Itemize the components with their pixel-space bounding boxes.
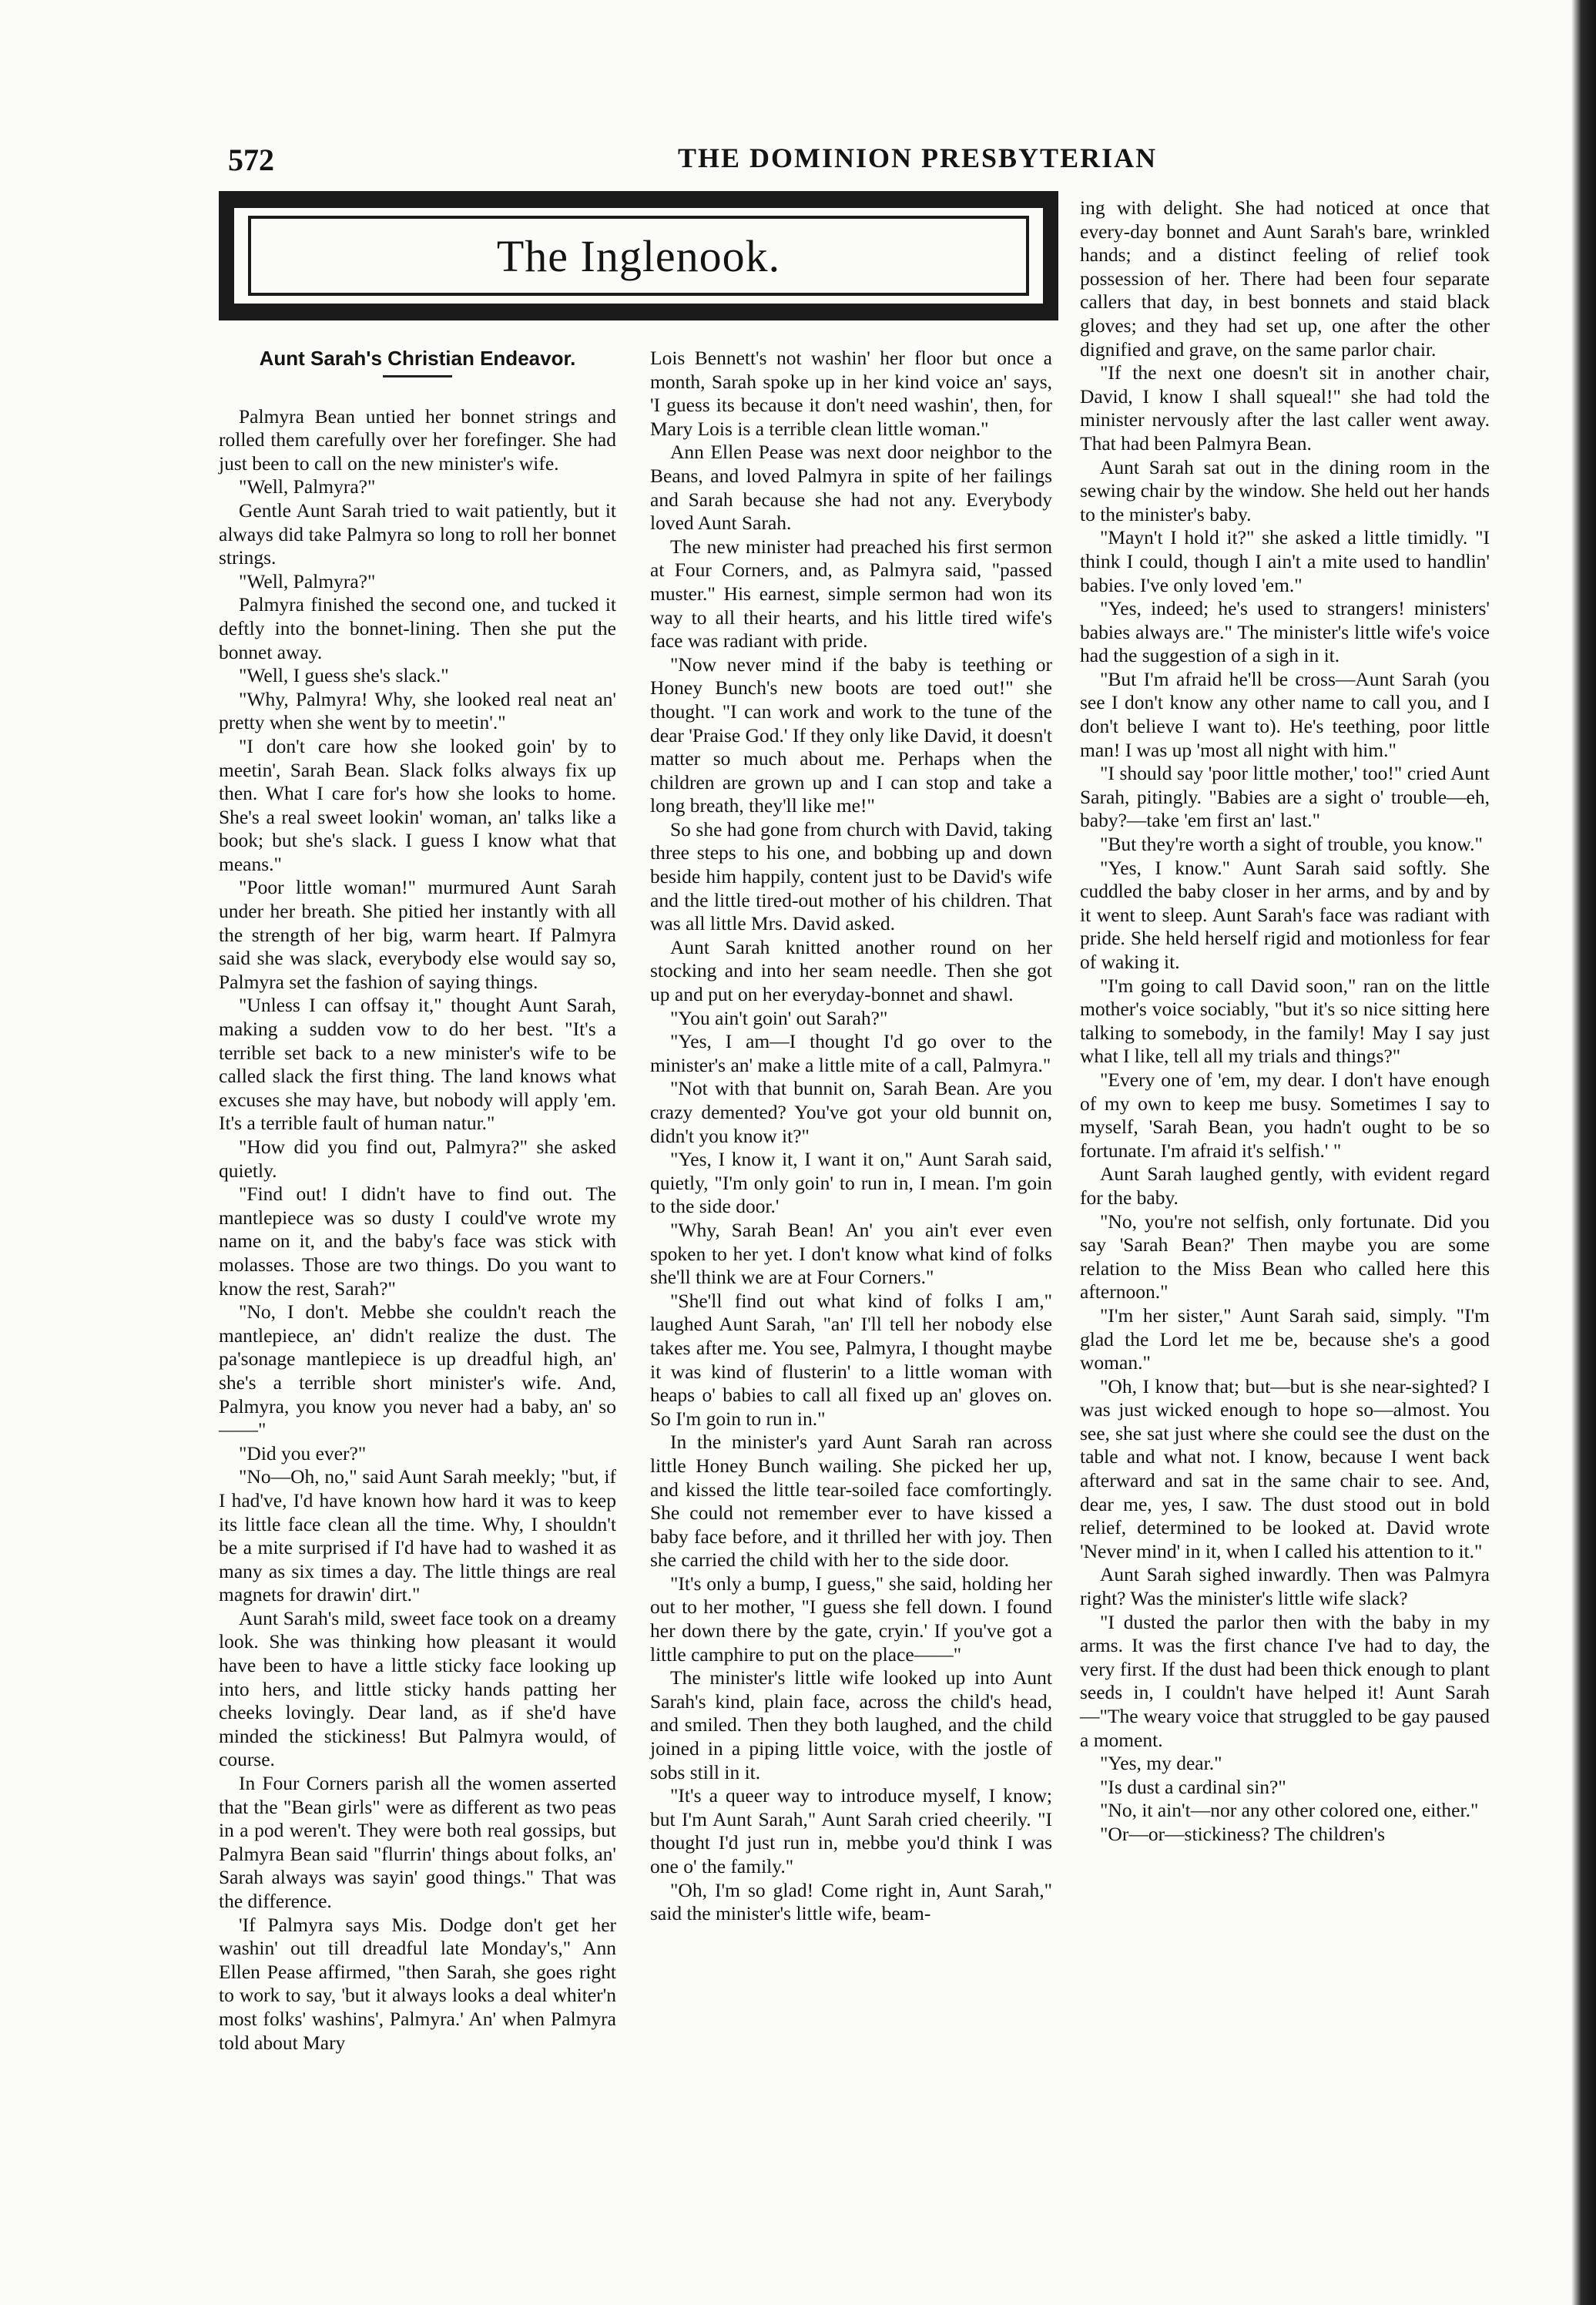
page-number: 572 [228, 143, 274, 177]
paragraph: "But they're worth a sight of trouble, you know." [1100, 833, 1483, 856]
paragraph: Aunt Sarah knitted another round on her stocking and into her seam needle. Then she got up and put on her everyday-bonnet and shawl. [650, 935, 1052, 1006]
paragraph: "Is dust a cardinal sin?" [1100, 1775, 1286, 1798]
paragraph: "Yes, I know." Aunt Sarah said softly. She cuddled the baby closer in her arms, and by and by it went to sleep. Aunt Sarah's face was radiant with pride. She held herself rigid and motionless for fear of waking it. [1080, 856, 1490, 973]
paragraph: "You ain't goin' out Sarah?" [670, 1006, 888, 1029]
paragraph: Palmyra Bean untied her bonnet strings and rolled them carefully over her forefinger. She had just been to call on the new minister's wife. [219, 404, 616, 475]
paragraph: "I dusted the parlor then with the baby in my arms. It was the first chance I've had to day, the very first. If the dust had been thick enough to plant seeds in, I couldn't have helped it! Aunt Sarah—"The weary voice that struggled to be gay paused a moment. [1080, 1610, 1490, 1751]
paragraph: Lois Bennett's not washin' her floor but once a month, Sarah spoke up in her kind voice an' says, 'I guess its because it don't need washin', then, for Mary Lois is a terrible clean little woman." [650, 347, 1052, 440]
paragraph: The new minister had preached his first sermon at Four Corners, and, as Palmyra said, "passed muster." His earnest, simple sermon had won its way to all their hearts, and his little tired wife's face was radiant with pride. [650, 535, 1052, 653]
column-2 [650, 347, 1052, 1926]
paragraph: "Oh, I know that; but—but is she near-sighted? I was just wicked enough to hope so—almost. You see, she sat just where she could see the dust on the table and what not. I know, because I went back afterward and sat in the same chair to see. And, dear me, yes, I saw. The dust stood out in bold relief, determined to be looked at. David wrote 'Never mind' in it, when I called his attention to it." [1080, 1374, 1490, 1562]
paragraph: "Yes, I know it, I want it on," Aunt Sarah said, quietly, "I'm only goin' to run in, I mean. I'm goin to the side door.' [650, 1148, 1052, 1218]
article-title: Aunt Sarah's Christian Endeavor. [259, 347, 576, 370]
paragraph: "Or—or—stickiness? The children's [1100, 1822, 1386, 1845]
paragraph: "No, I don't. Mebbe she couldn't reach the mantlepiece, an' didn't realize the dust. The pa'sonage mantlepiece is up dreadful high, an' she's a terrible short minister's wife. And, Palmyra, you know you never had a baby, an' so——" [219, 1300, 616, 1441]
running-head: THE DOMINION PRESBYTERIAN [678, 143, 1158, 173]
column-3-body [1080, 196, 1490, 1847]
paragraph: "It's only a bump, I guess," she said, holding her out to her mother, "I guess she fell down. I found her down there by the gate, cryin.' If you've got a little camphire to put on the place——" [650, 1572, 1052, 1666]
paragraph: "No, you're not selfish, only fortunate. Did you say 'Sarah Bean?' Then maybe you are some relation to the Miss Bean who called here this afternoon." [1080, 1210, 1490, 1303]
title-rule [383, 375, 452, 377]
paragraph: "But I'm afraid he'll be cross—Aunt Sarah (you see I don't know any other name to call you, and I don't believe I want to). He's teething, poor little man! I was up 'most all night with him." [1080, 667, 1490, 761]
paragraph: Gentle Aunt Sarah tried to wait patiently, but it always did take Palmyra so long to roll her bonnet strings. [219, 498, 616, 569]
paragraph: "It's a queer way to introduce myself, I know; but I'm Aunt Sarah," Aunt Sarah cried cheerily. "I thought I'd just run in, mebbe you'd think I was one o' the family." [650, 1784, 1052, 1877]
column-1 [219, 347, 616, 2055]
paragraph: "I don't care how she looked goin' by to meetin', Sarah Bean. Slack folks always fix up then. What I care for's how she looks to home. She's a real sweet lookin' woman, an' talks like a book; but she's slack. I guess I know what that means." [219, 734, 616, 875]
paragraph: "She'll find out what kind of folks I am," laughed Aunt Sarah, "an' I'll tell her nobody else takes after me. You see, Palmyra, I thought maybe it was kind of flusterin' to a little woman with heaps o' babies to call all fixed up an' gloves on. So I'm goin to run in." [650, 1289, 1052, 1430]
paragraph: "Yes, indeed; he's used to strangers! ministers' babies always are." The minister's little wife's voice had the suggestion of a sigh in it. [1080, 597, 1490, 667]
paragraph: "Well, I guess she's slack." [239, 664, 449, 687]
paragraph: "Poor little woman!" murmured Aunt Sarah under her breath. She pitied her instantly with all the strength of her big, warm heart. If Palmyra said she was slack, everybody else would say so, Palmyra set the fashion of saying things. [219, 876, 616, 993]
paragraph: "Unless I can offsay it," thought Aunt Sarah, making a sudden vow to do her best. "It's a terrible set back to a new minister's wife to be called slack the first thing. The land knows what excuses she may have, but nobody will apply 'em. It's a terrible fault of human natur." [219, 994, 616, 1135]
paragraph: "If the next one doesn't sit in another chair, David, I know I shall squeal!" she had told the minister nervously after the last caller went away. That had been Palmyra Bean. [1080, 361, 1490, 455]
paragraph: "Yes, my dear." [1100, 1752, 1222, 1775]
paragraph: Palmyra finished the second one, and tucked it deftly into the bonnet-lining. Then she put the bonnet away. [219, 593, 616, 663]
paragraph: ing with delight. She had noticed at once that every-day bonnet and Aunt Sarah's bare, wrinkled hands; and a distinct feeling of relief took possession of her. There had been four separate callers that day, in best bonnets and staid black gloves; and they had set up, one after the other dignified and grave, on the same parlor chair. [1080, 196, 1490, 361]
paragraph: "Mayn't I hold it?" she asked a little timidly. "I think I could, though I ain't a mite used to handlin' babies. I've only loved 'em." [1080, 526, 1490, 596]
paragraph: "Not with that bunnit on, Sarah Bean. Are you crazy demented? You've got your old bunnit on, didn't you know it?" [650, 1077, 1052, 1147]
paragraph: "Every one of 'em, my dear. I don't have enough of my own to keep me busy. Sometimes I say to myself, 'Sarah Bean, you hadn't ought to be so fortunate. I'm afraid it's selfish.' " [1080, 1068, 1490, 1162]
paragraph: Aunt Sarah sighed inwardly. Then was Palmyra right? Was the minister's little wife slack? [1080, 1563, 1490, 1610]
paragraph: "Oh, I'm so glad! Come right in, Aunt Sarah," said the minister's little wife, beam- [650, 1878, 1052, 1925]
paragraph: "Why, Sarah Bean! An' you ain't ever even spoken to her yet. I don't know what kind of folks she'll think we are at Four Corners." [650, 1218, 1052, 1289]
paragraph: "Did you ever?" [239, 1441, 367, 1465]
paragraph: In Four Corners parish all the women asserted that the "Bean girls" were as different as two peas in a pod weren't. They were both real gossips, but Palmyra Bean said "flurrin' things about folks, an' Sarah always was sayin' good things." That was the difference. [219, 1772, 616, 1912]
paragraph: "I should say 'poor little mother,' too!" cried Aunt Sarah, pitingly. "Babies are a sight o' trouble—eh, baby?—take 'em first an' last." [1080, 762, 1490, 832]
paragraph: "Find out! I didn't have to find out. The mantlepiece was so dusty I could've wrote my name on it, and the baby's face was stick with molasses. Those are two things. Do you want to know the rest, Sarah?" [219, 1183, 616, 1300]
paragraph: "Yes, I am—I thought I'd go over to the minister's an' make a little mite of a call, Palmyra." [650, 1030, 1052, 1076]
paragraph: So she had gone from church with David, taking three steps to his one, and bobbing up and down beside him happily, content just to be David's wife and the little tired-out mother of his children. That was all little Mrs. David asked. [650, 817, 1052, 935]
section-masthead [219, 191, 1058, 320]
paragraph: "Why, Palmyra! Why, she looked real neat an' pretty when she went by to meetin'." [219, 687, 616, 734]
paragraph: "I'm her sister," Aunt Sarah said, simply. "I'm glad the Lord let me be, because she's a good woman." [1080, 1303, 1490, 1374]
paragraph: "No, it ain't—nor any other colored one, either." [1100, 1799, 1479, 1822]
paragraph: Aunt Sarah sat out in the dining room in the sewing chair by the window. She held out her hands to the minister's baby. [1080, 455, 1490, 525]
paragraph: "Now never mind if the baby is teething or Honey Bunch's new boots are toed out!" she thought. "I can work and work to the tune of the dear 'Praise God.' If they only like David, it doesn't matter so much about me. Perhaps when the children are grown up and I can stop and take a long breath, they'll like me!" [650, 653, 1052, 817]
paragraph: "How did you find out, Palmyra?" she asked quietly. [219, 1136, 616, 1182]
paragraph: "No—Oh, no," said Aunt Sarah meekly; "but, if I had've, I'd have known how hard it was to keep its little face clean all the time. Why, I shouldn't be a mite surprised if I'd have had to washed it as many as six times a day. The little things are real magnets for drawin' dirt." [219, 1465, 616, 1606]
paragraph: Aunt Sarah laughed gently, with evident regard for the baby. [1080, 1163, 1490, 1209]
paragraph: "Well, Palmyra?" [239, 569, 376, 592]
paragraph: "I'm going to call David soon," ran on the little mother's voice sociably, "but it's so nice sitting here talking to somebody, in the family! May I say just what I like, tell all my trials and things?" [1080, 974, 1490, 1068]
paragraph: Aunt Sarah's mild, sweet face took on a dreamy look. She was thinking how pleasant it would have been to have a little sticky face looking up into hers, and little sticky hands patting her cheeks lovingly. Dear land, as if she'd have minded the stickiness! But Palmyra would, of course. [219, 1606, 616, 1771]
paragraph: The minister's little wife looked up into Aunt Sarah's kind, plain face, across the child's head, and smiled. Then they both laughed, and the child joined in a piping little voice, with the jostle of sobs still in it. [650, 1666, 1052, 1783]
column-1-body [219, 405, 616, 2055]
paragraph: 'If Palmyra says Mis. Dodge don't get her washin' out till dreadful late Monday's," Ann Ellen Pease affirmed, "then Sarah, she goes right to work to say, 'but it always looks a deal whiter'n most folks' washins', Palmyra.' An' when Palmyra told about Mary [219, 1913, 616, 2054]
column-2-body [650, 347, 1052, 1926]
masthead-frame [248, 216, 1029, 296]
scan-edge [1571, 0, 1596, 2305]
section-title: The Inglenook. [496, 230, 781, 281]
paragraph: In the minister's yard Aunt Sarah ran across little Honey Bunch wailing. She picked her up, and kissed the little tear-soiled face comfortingly. She could not remember ever to have kissed a baby face before, and it thrilled her with joy. Then she carried the child with her to the side door. [650, 1431, 1052, 1572]
column-3 [1080, 196, 1490, 1847]
paragraph: "Well, Palmyra?" [239, 475, 376, 498]
paragraph: Ann Ellen Pease was next door neighbor to the Beans, and loved Palmyra in spite of her failings and Sarah because she had not any. Everybody loved Aunt Sarah. [650, 441, 1052, 535]
